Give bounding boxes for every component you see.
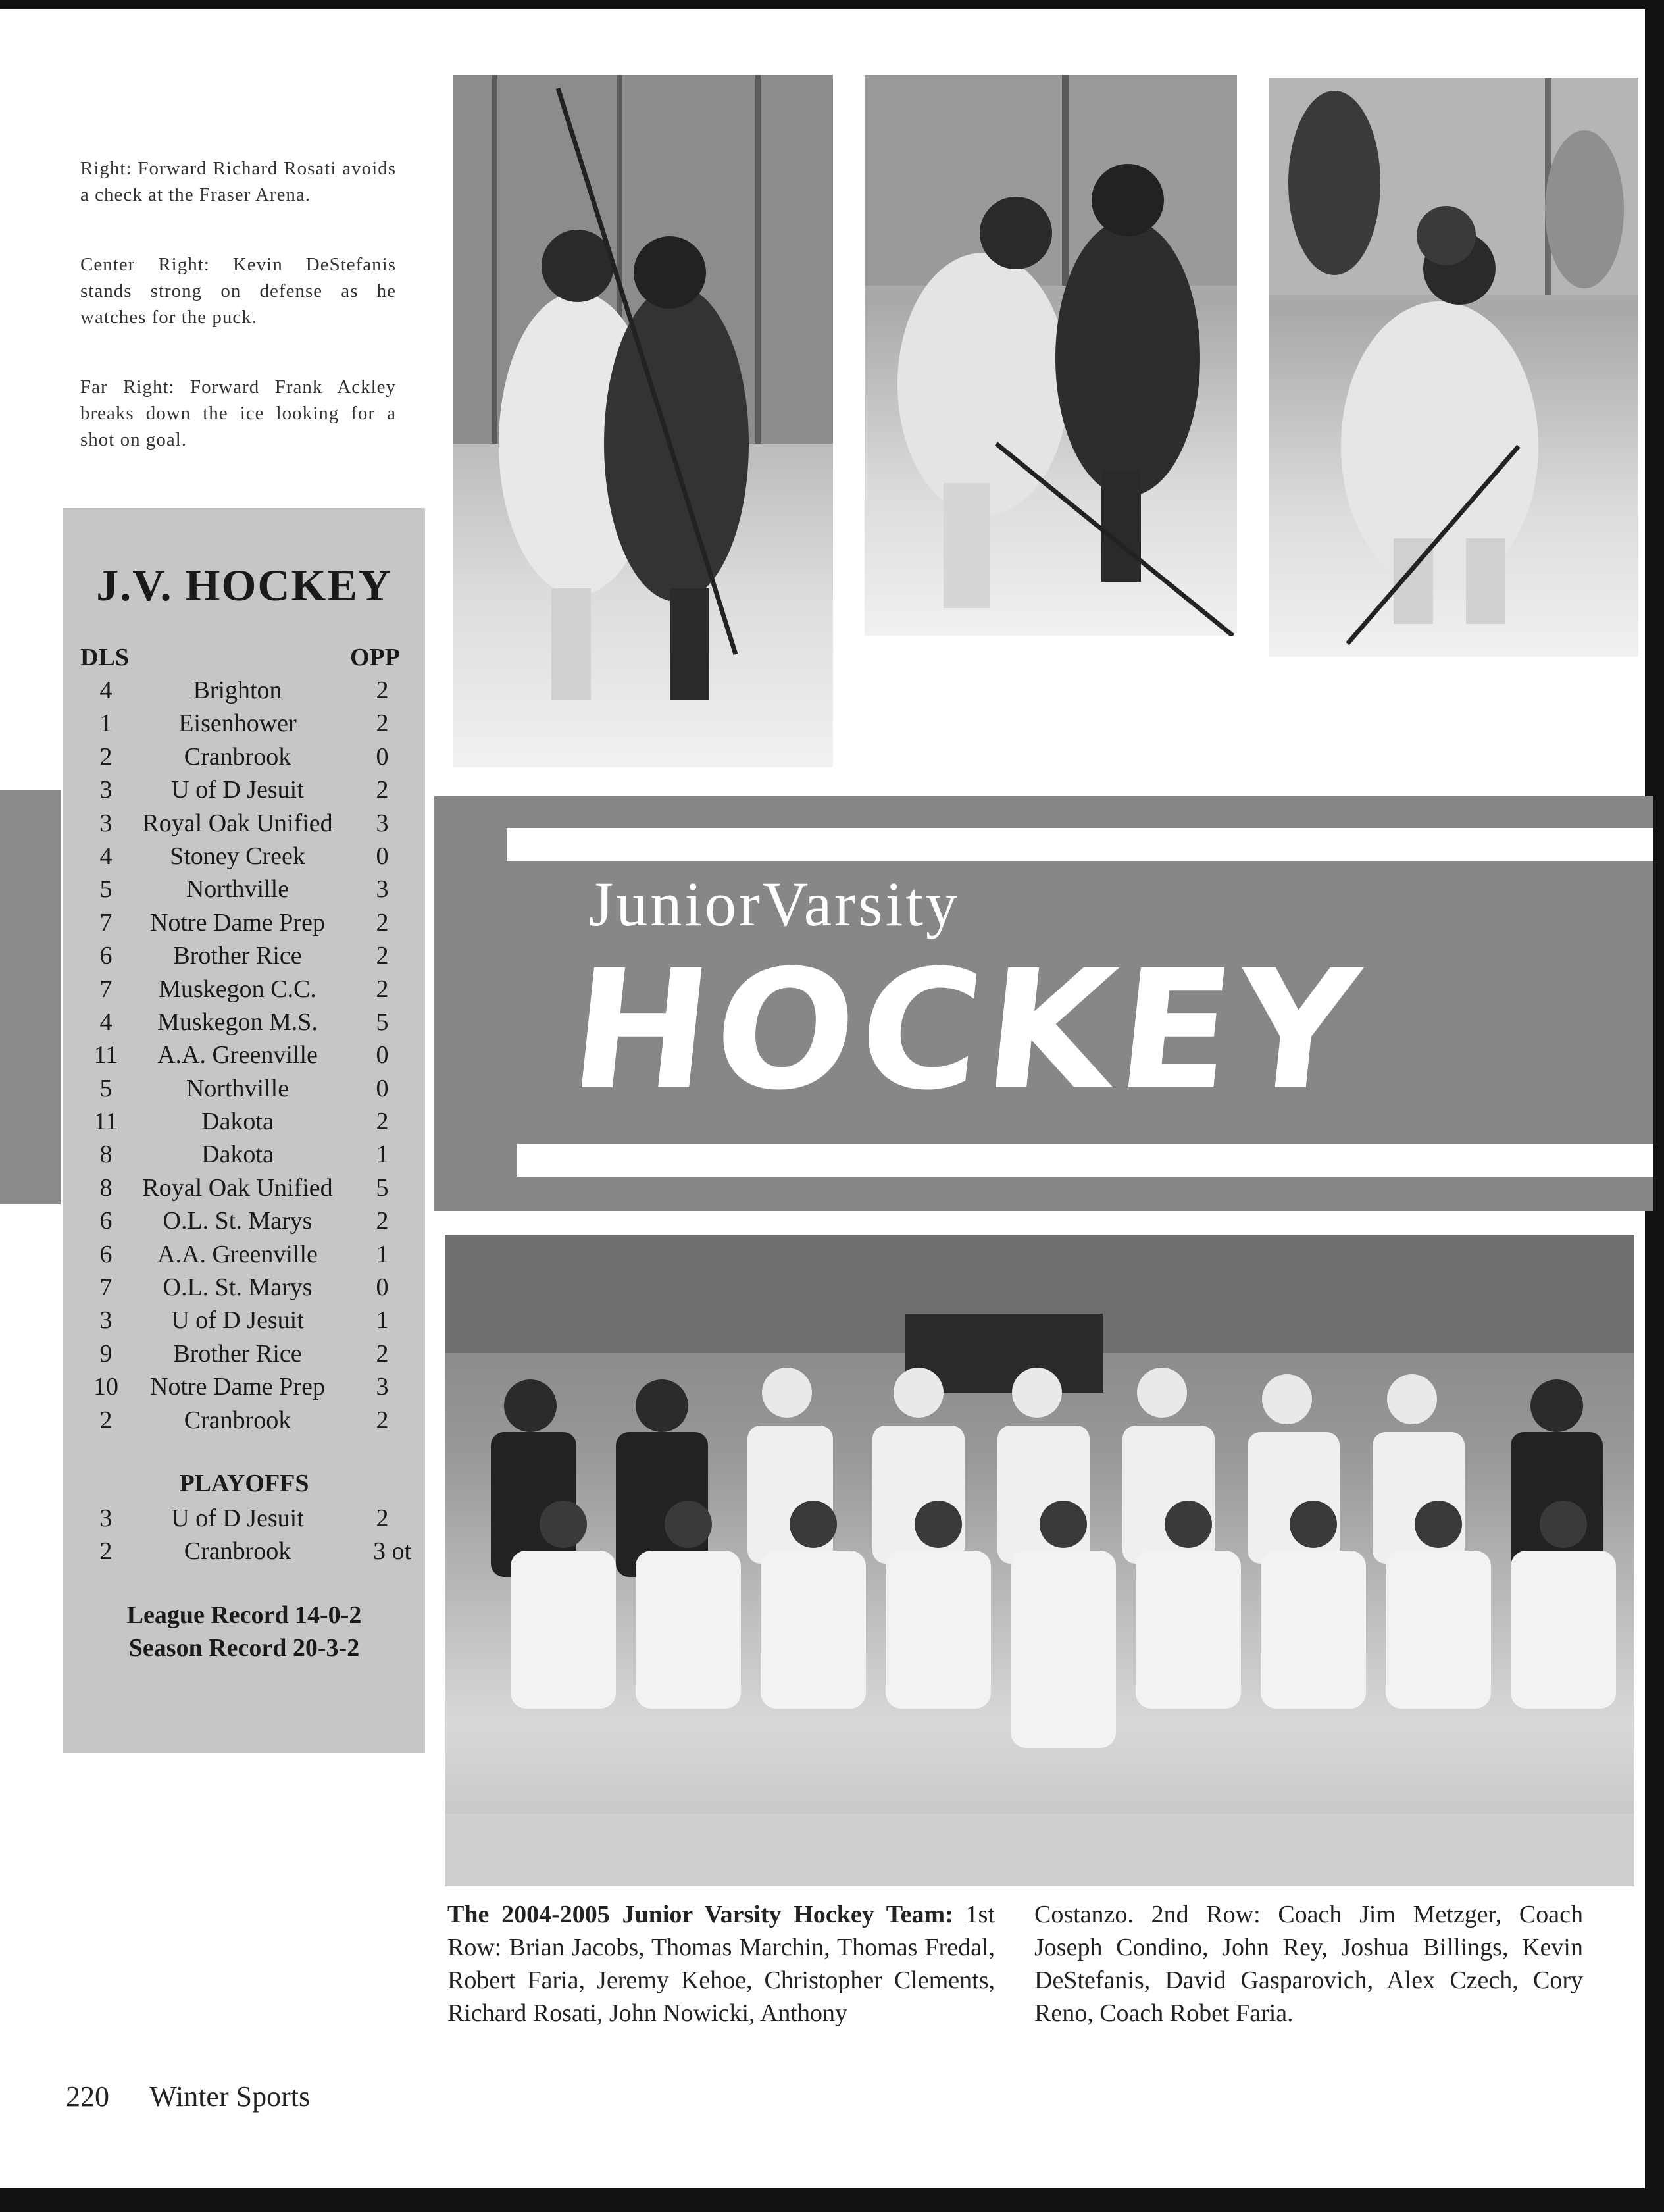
game-row: 8 Dakota 1 — [99, 1141, 389, 1169]
game-row: 3 U of D Jesuit 1 — [99, 1306, 389, 1335]
game-row: 11 Dakota 2 — [93, 1108, 389, 1136]
col-header-dls: DLS — [80, 644, 129, 671]
caption-right: Right: Forward Richard Rosati avoids a check at the Fraser Arena. — [80, 158, 396, 205]
game-row: 4 Muskegon M.S. 5 — [99, 1008, 389, 1036]
photo-captions — [80, 155, 396, 496]
page-number: 220 — [66, 2080, 109, 2113]
game-row: 7 Notre Dame Prep 2 — [99, 908, 389, 937]
scoreboard-title: J.V. HOCKEY — [96, 560, 392, 610]
photo-ackley-breakaway — [1269, 78, 1638, 657]
game-row: 6 A.A. Greenville 1 — [99, 1240, 389, 1268]
section-name: Winter Sports — [149, 2080, 311, 2113]
col-header-opp: OPP — [350, 644, 400, 671]
game-row: 2 Cranbrook 2 — [99, 1406, 389, 1434]
game-row: 3 Royal Oak Unified 3 — [99, 809, 389, 837]
game-row: 7 Muskegon C.C. 2 — [99, 975, 389, 1003]
game-row: 7 O.L. St. Marys 0 — [99, 1273, 389, 1302]
photo-rosati-check — [453, 75, 833, 767]
game-row: 5 Northville 0 — [99, 1074, 389, 1102]
caption-center-right: Center Right: Kevin DeStefanis stands strong on defense as he watches for the puck. — [80, 254, 396, 328]
game-row: 10 Notre Dame Prep 3 — [93, 1373, 389, 1401]
section-tab — [0, 790, 61, 1204]
game-row: 2 Cranbrook 0 — [99, 742, 389, 771]
banner-stripe-top — [507, 828, 1653, 861]
season-record: Season Record 20-3-2 — [128, 1634, 360, 1662]
game-row: 9 Brother Rice 2 — [99, 1339, 389, 1368]
team-caption-first-row: 1st Row: Brian Jacobs, Thomas Marchin, Thomas Fredal, Robert Faria, Jeremy Kehoe, Christopher Clements, Richard Rosati, John Nowicki, Anthony — [447, 1901, 995, 2027]
game-row: 4 Stoney Creek 0 — [99, 842, 389, 870]
team-caption-col1 — [447, 1898, 995, 2030]
scan-edge-top — [0, 0, 1664, 9]
playoff-row: 3 U of D Jesuit 2 — [99, 1505, 389, 1532]
playoff-row: 2 Cranbrook 3 ot — [99, 1537, 412, 1566]
game-row: 3 U of D Jesuit 2 — [99, 776, 389, 804]
game-row: 1 Eisenhower 2 — [99, 709, 389, 738]
banner-stripe-bottom — [517, 1144, 1653, 1177]
scan-edge-bottom — [0, 2188, 1664, 2212]
game-results-list — [83, 674, 412, 1437]
team-caption-col2: Costanzo. 2nd Row: Coach Jim Metzger, Coach Joseph Condino, John Rey, Joshua Billings, Kevin DeStefanis, David Gasparovich, Alex Czech, Cory Reno, Coach Robet Faria. — [1034, 1901, 1583, 2027]
team-caption-lead: The 2004-2005 Junior Varsity Hockey Team: — [447, 1901, 953, 1928]
caption-far-right: Far Right: Forward Frank Ackley breaks down the ice looking for a shot on goal. — [80, 376, 396, 450]
game-row: 11 A.A. Greenville 0 — [93, 1041, 389, 1069]
playoff-results-list — [83, 1502, 412, 1568]
banner-title: HOCKEY — [562, 935, 1372, 1126]
league-record: League Record 14-0-2 — [126, 1601, 362, 1629]
playoffs-heading: PLAYOFFS — [179, 1470, 309, 1497]
game-row: 6 Brother Rice 2 — [99, 942, 389, 970]
game-row: 5 Northville 3 — [99, 875, 389, 904]
photo-destefanis-defense — [865, 75, 1237, 636]
game-row: 6 O.L. St. Marys 2 — [99, 1207, 389, 1235]
banner-subtitle: JuniorVarsity — [589, 869, 960, 939]
game-row: 4 Brighton 2 — [99, 677, 389, 704]
jv-hockey-scoreboard — [63, 508, 425, 1753]
team-photo — [445, 1235, 1634, 1886]
page-folio — [66, 2080, 310, 2113]
game-row: 8 Royal Oak Unified 5 — [99, 1173, 389, 1202]
